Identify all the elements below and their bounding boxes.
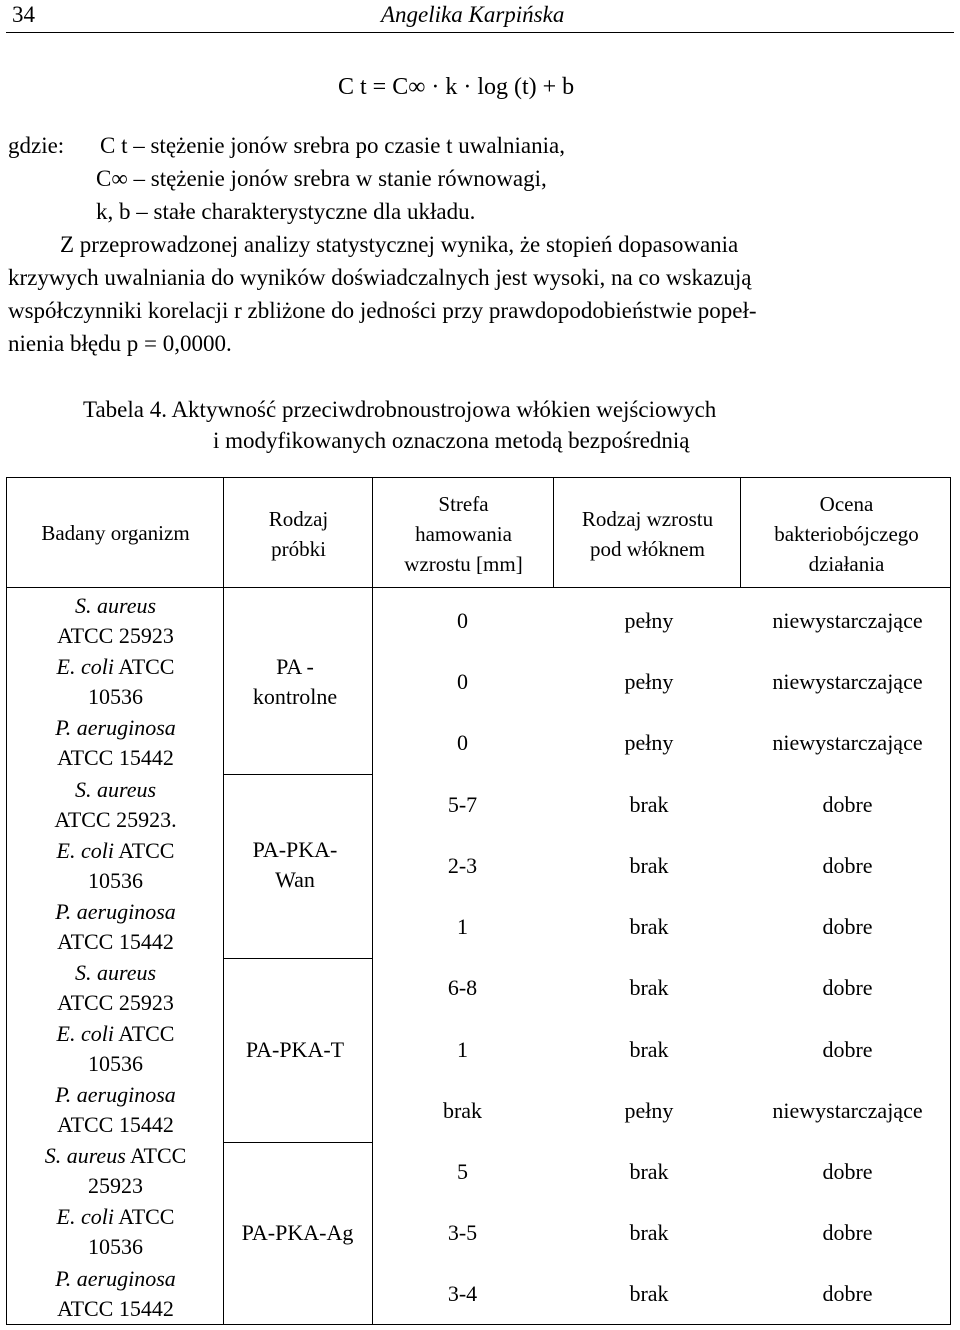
- header-sample-type: [225, 504, 372, 564]
- sample-type-cell: [225, 1218, 370, 1248]
- inhibition-zone-value: 2-3: [447, 853, 478, 878]
- header-text-line: Rodzaj wzrostu: [581, 507, 714, 531]
- organism-strain: ATCC 15442: [57, 745, 174, 770]
- table-caption-line-1: Tabela 4. Aktywność przeciwdrobnoustrojowa włókien wejściowych: [83, 397, 717, 422]
- organism-genus: S. aureus: [44, 1143, 126, 1168]
- growth-type-value: pełny: [624, 608, 674, 633]
- sample-text-line: PA -: [276, 654, 314, 679]
- header-bactericidal-rating: [742, 489, 951, 579]
- organism-strain: ATCC 15442: [57, 1112, 174, 1137]
- definition-cinf: C∞ – stężenie jonów srebra w stanie równowagi,: [96, 166, 547, 191]
- bactericidal-rating-value: niewystarczające: [772, 730, 923, 755]
- organism-genus: S. aureus: [74, 593, 157, 618]
- inhibition-zone-value: 1: [457, 1037, 468, 1062]
- inhibition-zone-value: 1: [457, 914, 468, 939]
- organism-genus: P. aeruginosa: [55, 1082, 176, 1107]
- sample-type-cell: [225, 835, 365, 895]
- bactericidal-rating-value: dobre: [822, 914, 873, 939]
- organism-cell: [8, 1264, 223, 1324]
- organism-cell: [8, 1080, 223, 1140]
- inhibition-zone-value: brak: [442, 1098, 483, 1123]
- table-header-rule: [6, 587, 951, 588]
- organism-strain: ATCC 25923: [57, 623, 174, 648]
- bactericidal-rating-value: dobre: [822, 1220, 873, 1245]
- header-rule: [6, 32, 954, 33]
- bactericidal-rating-value: niewystarczające: [772, 669, 923, 694]
- organism-genus: P. aeruginosa: [55, 715, 176, 740]
- organism-cell: [8, 958, 223, 1018]
- organism-cell: [8, 591, 223, 651]
- page-number: 34: [12, 2, 35, 27]
- organism-strain: ATCC 25923.: [54, 807, 177, 832]
- organism-strain: ATCC 15442: [57, 1296, 174, 1321]
- header-inhibition-zone: [374, 489, 553, 579]
- sample-text-line: PA-PKA-T: [245, 1037, 345, 1062]
- organism-strain: 10536: [88, 684, 143, 709]
- sample-text-line: Wan: [275, 867, 315, 892]
- organism-genus: P. aeruginosa: [55, 1266, 176, 1291]
- table-group-rule: [223, 774, 372, 775]
- bactericidal-rating-value: dobre: [822, 792, 873, 817]
- sample-type-cell: [225, 652, 365, 712]
- growth-type-value: brak: [629, 1159, 669, 1184]
- growth-type-value: pełny: [624, 730, 674, 755]
- header-text-line: działania: [808, 552, 885, 576]
- sample-text-line: PA-PKA-: [252, 837, 338, 862]
- table-caption-line-2: i modyfikowanych oznaczona metodą bezpośrednią: [213, 428, 690, 453]
- organism-strain: 10536: [88, 868, 143, 893]
- header-organism: [8, 518, 223, 548]
- inhibition-zone-value: 0: [457, 730, 468, 755]
- table-col-divider: [740, 477, 741, 588]
- definitions-lead: gdzie:: [8, 133, 65, 158]
- table-group-rule: [223, 1142, 372, 1143]
- organism-strain: 10536: [88, 1234, 143, 1259]
- organism-strain: 25923: [88, 1173, 143, 1198]
- sample-type-cell: [225, 1035, 365, 1065]
- organism-text: ATCC: [113, 654, 175, 679]
- growth-type-value: pełny: [624, 669, 674, 694]
- table-group-rule: [223, 958, 372, 959]
- growth-type-value: brak: [629, 792, 669, 817]
- bactericidal-rating-value: dobre: [822, 1037, 873, 1062]
- inhibition-zone-value: 3-4: [447, 1281, 478, 1306]
- paragraph-line: Z przeprowadzonej analizy statystycznej wynika, że stopień dopasowania: [60, 232, 739, 257]
- table-col-divider: [223, 477, 224, 1325]
- organism-strain: ATCC 15442: [57, 929, 174, 954]
- organism-strain: ATCC 25923: [57, 990, 174, 1015]
- bactericidal-rating-value: niewystarczające: [772, 608, 923, 633]
- table-col-divider: [553, 477, 554, 588]
- definition-ct: C t – stężenie jonów srebra po czasie t uwalniania,: [100, 133, 565, 158]
- bactericidal-rating-value: dobre: [822, 975, 873, 1000]
- organism-genus: S. aureus: [74, 777, 157, 802]
- header-organism-label: Badany organizm: [41, 521, 190, 545]
- growth-type-value: brak: [629, 1037, 669, 1062]
- organism-strain: 10536: [88, 1051, 143, 1076]
- organism-text: ATCC: [125, 1143, 187, 1168]
- formula: C t = C∞ · k · log (t) + b: [338, 74, 575, 100]
- growth-type-value: brak: [629, 1220, 669, 1245]
- header-text-line: Ocena: [819, 492, 874, 516]
- organism-genus: P. aeruginosa: [55, 899, 176, 924]
- growth-type-value: brak: [629, 853, 669, 878]
- organism-genus: E. coli: [56, 1204, 114, 1229]
- table-col-divider: [372, 477, 373, 1325]
- organism-cell: [8, 775, 223, 835]
- growth-type-value: brak: [629, 975, 669, 1000]
- page-header: [6, 0, 954, 30]
- organism-cell: [8, 652, 223, 712]
- organism-genus: E. coli: [56, 654, 114, 679]
- organism-genus: S. aureus: [74, 960, 157, 985]
- organism-text: ATCC: [113, 838, 175, 863]
- bactericidal-rating-value: dobre: [822, 853, 873, 878]
- organism-cell: [8, 1202, 223, 1262]
- paragraph-line: krzywych uwalniania do wyników doświadczalnych jest wysoki, na co wskazują: [8, 265, 752, 290]
- header-growth-type: [555, 504, 740, 564]
- organism-text: ATCC: [113, 1021, 175, 1046]
- inhibition-zone-value: 0: [457, 669, 468, 694]
- organism-cell: [8, 836, 223, 896]
- organism-genus: E. coli: [56, 1021, 114, 1046]
- organism-cell: [8, 1019, 223, 1079]
- header-text-line: Rodzaj: [268, 507, 329, 531]
- definition-kb: k, b – stałe charakterystyczne dla układu.: [96, 199, 476, 224]
- header-text-line: bakteriobójczego: [774, 522, 919, 546]
- bactericidal-rating-value: dobre: [822, 1281, 873, 1306]
- organism-cell: [8, 713, 223, 773]
- header-text-line: pod włóknem: [590, 537, 705, 561]
- organism-genus: E. coli: [56, 838, 114, 863]
- growth-type-value: brak: [629, 1281, 669, 1306]
- inhibition-zone-value: 6-8: [447, 975, 478, 1000]
- inhibition-zone-value: 3-5: [447, 1220, 478, 1245]
- inhibition-zone-value: 5: [457, 1159, 468, 1184]
- paragraph-line: nienia błędu p = 0,0000.: [8, 331, 232, 356]
- header-text-line: hamowania: [415, 522, 512, 546]
- header-text-line: Strefa: [438, 492, 489, 516]
- growth-type-value: pełny: [624, 1098, 674, 1123]
- inhibition-zone-value: 5-7: [447, 792, 478, 817]
- header-text-line: próbki: [271, 537, 326, 561]
- organism-cell: [8, 897, 223, 957]
- bactericidal-rating-value: dobre: [822, 1159, 873, 1184]
- growth-type-value: brak: [629, 914, 669, 939]
- inhibition-zone-value: 0: [457, 608, 468, 633]
- running-head: Angelika Karpińska: [381, 2, 565, 27]
- header-text-line: wzrostu [mm]: [404, 552, 523, 576]
- paragraph-line: współczynniki korelacji r zbliżone do jedności przy prawdopodobieństwie popeł-: [8, 298, 757, 323]
- organism-text: ATCC: [113, 1204, 175, 1229]
- organism-cell: [8, 1141, 223, 1201]
- sample-text-line: kontrolne: [252, 684, 338, 709]
- sample-text-line: PA-PKA-Ag: [241, 1220, 354, 1245]
- bactericidal-rating-value: niewystarczające: [772, 1098, 923, 1123]
